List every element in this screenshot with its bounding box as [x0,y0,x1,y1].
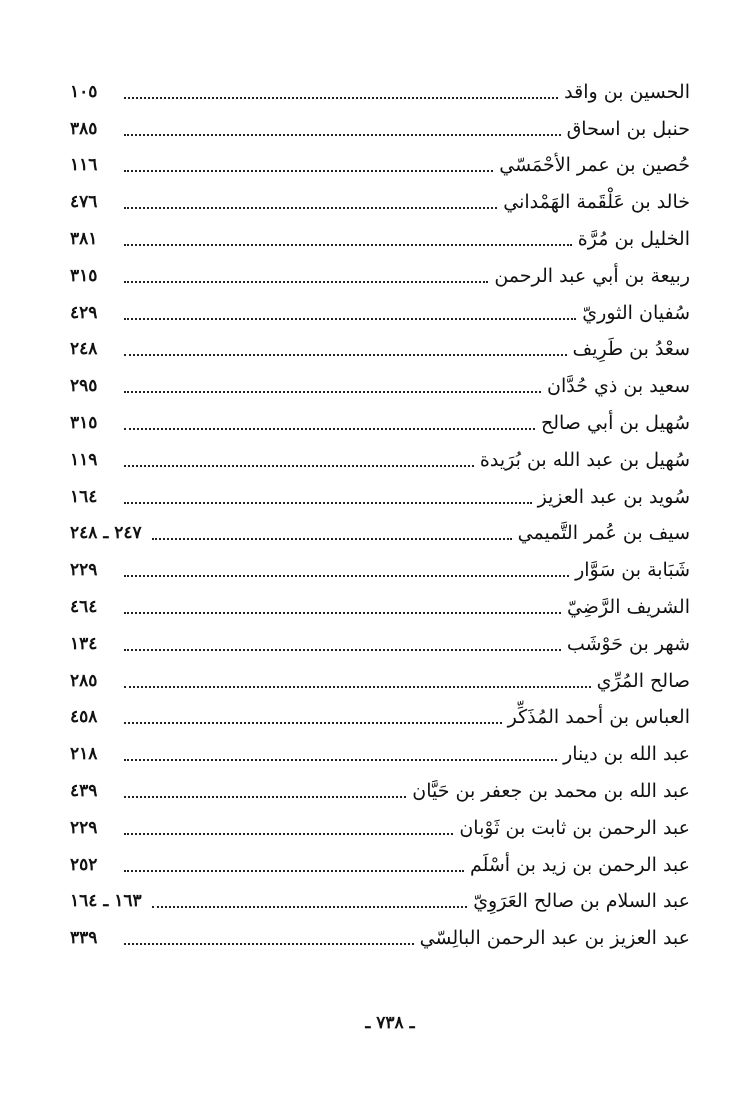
index-entry [70,403,690,440]
entry-page-numbers: ٢١٨ [70,744,98,765]
index-entry [70,882,690,919]
entry-page-numbers: ١١٩ [70,449,98,470]
dot-leader [124,465,474,467]
dot-leader [124,318,576,320]
dot-leader [124,207,497,209]
entry-name: حُصين بن عمر الأحْمَسّي [499,154,690,177]
index-entry [70,109,690,146]
index-entry [70,72,690,109]
entry-name: الشريف الرَّضِيّ [566,595,690,618]
entry-name: شَبَابة بن سَوَّار [575,559,690,582]
entry-name: سُويد بن عبد العزيز [537,485,690,508]
dot-leader [124,97,558,99]
index-entry [70,587,690,624]
dot-leader [124,686,591,688]
entry-page-numbers: ٣١٥ [70,265,98,286]
entry-page-numbers: ١١٦ [70,155,98,176]
entry-page-numbers: ٤٢٩ [70,302,98,323]
entry-page-numbers: ٤٥٨ [70,707,98,728]
entry-page-numbers: ٢٩٥ [70,376,98,397]
entry-page-numbers: ١٠٥ [70,81,98,102]
entry-page-numbers: ٤٧٦ [70,192,98,213]
entry-name: سعيد بن ذي حُدَّان [547,375,690,398]
entry-page-numbers: ٢٥٢ [70,854,98,875]
entry-name: خالد بن عَلْقَمة الهَمْداني [503,191,690,214]
dot-leader [124,281,488,283]
index-entry [70,146,690,183]
entry-page-numbers: ٢٤٨ [70,339,98,360]
entry-page-numbers: ١٦٤ [70,486,98,507]
dot-leader [124,722,502,724]
entry-name: العباس بن أحمد المُذَكِّر [507,706,690,729]
page-number [0,1013,750,1033]
dot-leader [124,134,561,136]
dot-leader [124,870,464,872]
dot-leader [152,538,512,540]
dot-leader [124,428,535,430]
entry-name: ربيعة بن أبي عبد الرحمن [494,264,690,287]
entry-name: عبد الله بن دينار [563,743,690,766]
dot-leader [124,170,493,172]
entry-page-numbers: ٢٨٥ [70,670,98,691]
index-list [70,72,690,955]
index-entry [70,845,690,882]
index-entry [70,698,690,735]
entry-page-numbers: ٢٢٩ [70,560,98,581]
index-entry [70,550,690,587]
dot-leader [124,796,406,798]
entry-name: عبد الرحمن بن زيد بن أسْلَم [469,853,690,876]
dot-leader [152,906,468,908]
index-entry [70,366,690,403]
dot-leader [124,575,569,577]
index-entry [70,440,690,477]
dot-leader [124,612,561,614]
entry-name: حنبل بن اسحاق [566,117,690,140]
dot-leader [124,759,557,761]
entry-name: سُفيان الثوريّ [582,301,690,324]
entry-name: شهر بن حَوْشَب [566,632,690,655]
index-entry [70,808,690,845]
index-entry [70,219,690,256]
index-entry [70,256,690,293]
entry-page-numbers: ١٣٤ [70,633,98,654]
entry-page-numbers: ٢٤٧ ـ ٢٤٨ [70,523,142,544]
entry-page-numbers: ٣٨٥ [70,118,98,139]
entry-page-numbers: ٣١٥ [70,412,98,433]
entry-name: صالح المُرِّي [596,669,690,692]
entry-name: عبد الله بن محمد بن جعفر بن حَيَّان [412,779,690,802]
entry-name: سُهيل بن عبد الله بن بُرَيدة [479,448,690,471]
entry-name: عبد العزيز بن عبد الرحمن البالِسّي [419,927,690,950]
index-entry [70,182,690,219]
entry-page-numbers: ٣٨١ [70,228,98,249]
entry-name: عبد الرحمن بن ثابت بن ثَوْبان [459,816,690,839]
page-number-text: ـ ٧٣٨ ـ [365,1013,415,1033]
dot-leader [124,502,532,504]
index-entry [70,771,690,808]
entry-page-numbers: ٣٣٩ [70,928,98,949]
entry-name: سُهيل بن أبي صالح [540,411,690,434]
dot-leader [124,649,561,651]
entry-page-numbers: ٤٣٩ [70,780,98,801]
dot-leader [124,244,572,246]
dot-leader [124,354,567,356]
entry-name: الخليل بن مُرَّة [577,227,690,250]
entry-page-numbers: ١٦٣ ـ ١٦٤ [70,891,142,912]
dot-leader [124,943,414,945]
index-entry [70,514,690,551]
index-entry [70,330,690,367]
entry-name: سيف بن عُمر التَّميمي [517,522,690,545]
index-entry [70,734,690,771]
index-entry [70,918,690,955]
dot-leader [124,391,541,393]
entry-page-numbers: ٤٦٤ [70,596,98,617]
index-entry [70,293,690,330]
entry-page-numbers: ٢٢٩ [70,817,98,838]
entry-name: الحسين بن واقد [564,80,690,103]
entry-name: سعْدُ بن طَرِيف [572,338,690,361]
entry-name: عبد السلام بن صالح العَرَوِيّ [473,890,690,913]
index-entry [70,661,690,698]
index-entry [70,477,690,514]
index-entry [70,624,690,661]
dot-leader [124,833,453,835]
